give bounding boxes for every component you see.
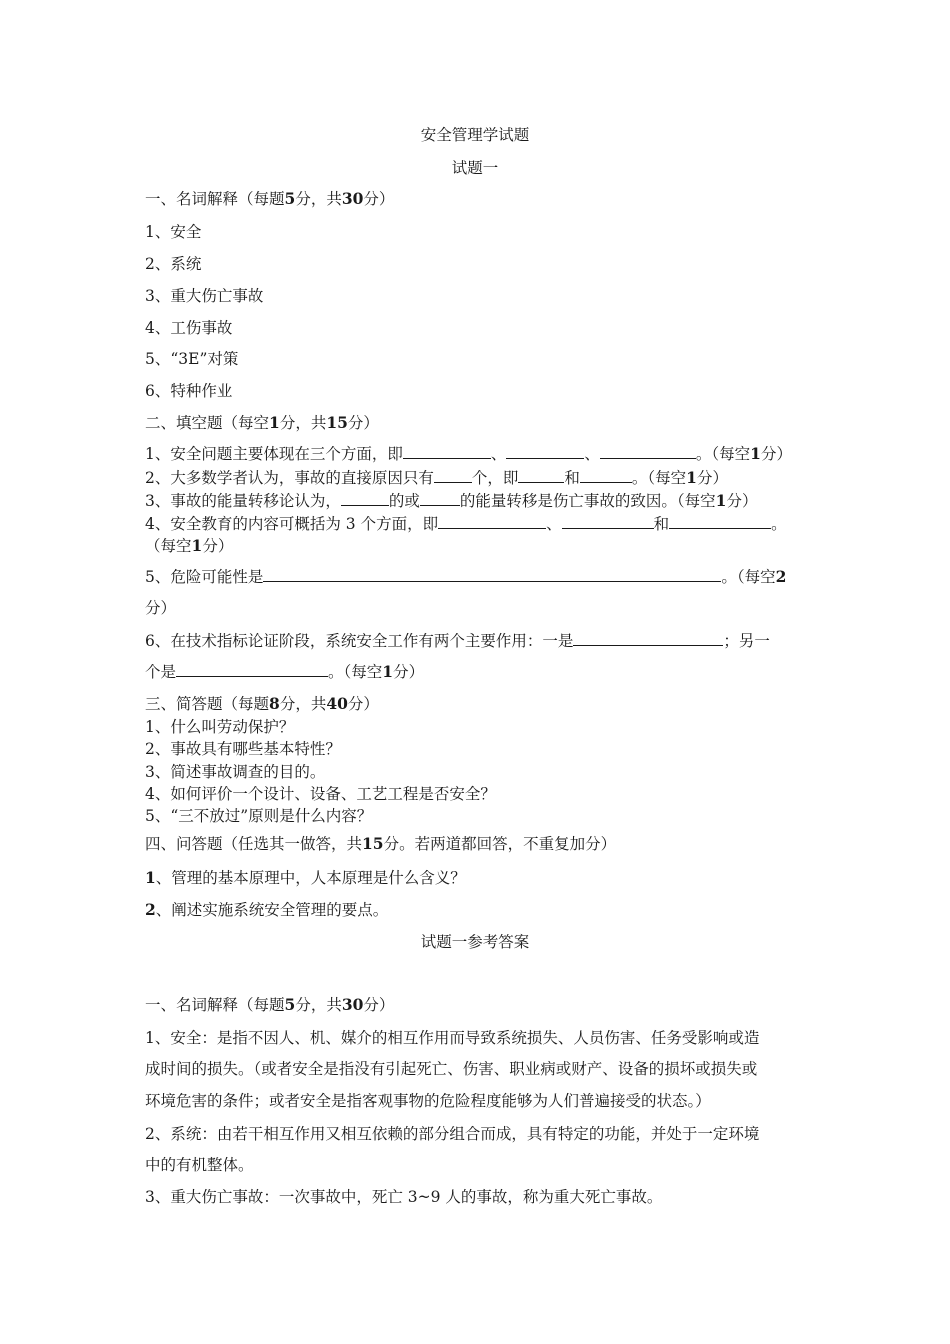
fill-question-6: 6、在技术指标论证阶段，系统安全工作有两个主要作用：一是 ；另一	[145, 632, 770, 650]
answer-line: 成时间的损失。（或者安全是指没有引起死亡、伤害、职业病或财产、设备的损坏或损失或	[145, 1060, 758, 1078]
answer-blank	[176, 662, 328, 677]
list-item: 5、“三不放过”原则是什么内容？	[145, 807, 373, 825]
fill-question-4-cont: （每空1分）	[145, 536, 234, 555]
answer-title: 试题一参考答案	[420, 933, 530, 951]
section-2-heading: 二、填空题（每空1分，共15分）	[145, 413, 379, 432]
page-subtitle: 试题一	[451, 159, 499, 177]
answer-blank	[403, 444, 491, 459]
list-item: 5、“3E”对策	[145, 350, 239, 368]
list-item: 4、工伤事故	[145, 319, 233, 337]
fill-question-4: 4、安全教育的内容可概括为 3 个方面，即 、 和 。	[145, 515, 787, 533]
answer-blank	[573, 631, 723, 646]
fill-question-3: 3、事故的能量转移论认为， 的或 的能量转移是伤亡事故的致因。（每空1分）	[145, 491, 758, 510]
list-item: 1、什么叫劳动保护？	[145, 718, 295, 736]
list-item: 2、阐述实施系统安全管理的要点。	[145, 900, 389, 919]
section-4-heading: 四、问答题（任选其一做答，共15分。若两道都回答，不重复加分）	[145, 834, 617, 853]
section-3-heading: 三、简答题（每题8分，共40分）	[145, 694, 379, 713]
answer-blank	[420, 491, 460, 506]
page-title: 安全管理学试题	[420, 126, 530, 144]
list-item: 1、管理的基本原理中，人本原理是什么含义？	[145, 868, 466, 887]
answer-section-1-heading: 一、名词解释（每题5分，共30分）	[145, 995, 395, 1014]
answer-line: 环境危害的条件；或者安全是指客观事物的危险程度能够为人们普遍接受的状态。）	[145, 1092, 711, 1110]
fill-question-1: 1、安全问题主要体现在三个方面，即 、 、 。（每空1分）	[145, 444, 792, 463]
list-item: 2、事故具有哪些基本特性？	[145, 740, 341, 758]
answer-blank	[580, 468, 632, 483]
answer-blank	[341, 491, 389, 506]
answer-line: 1、安全：是指不因人、机、媒介的相互作用而导致系统损失、人员伤害、任务受影响或造	[145, 1029, 760, 1047]
answer-blank	[518, 468, 564, 483]
list-item: 1、安全	[145, 223, 202, 241]
answer-line: 3、重大伤亡事故：一次事故中，死亡 3~9 人的事故，称为重大死亡事故。	[145, 1188, 663, 1206]
fill-question-5: 5、危险可能性是 。（每空2	[145, 567, 787, 586]
section-1-heading: 一、名词解释（每题5分，共30分）	[145, 189, 395, 208]
answer-blank	[506, 444, 584, 459]
list-item: 3、重大伤亡事故	[145, 287, 264, 305]
list-item: 6、特种作业	[145, 382, 233, 400]
answer-line: 中的有机整体。	[145, 1156, 254, 1174]
list-item: 4、如何评价一个设计、设备、工艺工程是否安全？	[145, 785, 496, 803]
fill-question-2: 2、大多数学者认为，事故的直接原因只有 个，即 和 。（每空1分）	[145, 468, 728, 487]
fill-question-6-cont: 个是 。（每空1分）	[145, 662, 425, 681]
answer-blank	[434, 468, 472, 483]
answer-blank	[438, 514, 546, 529]
fill-question-5-cont: 分）	[145, 599, 177, 617]
answer-blank	[562, 514, 654, 529]
list-item: 3、简述事故调查的目的。	[145, 763, 326, 781]
answer-blank	[600, 444, 696, 459]
list-item: 2、系统	[145, 255, 202, 273]
answer-blank	[263, 567, 721, 582]
answer-blank	[669, 514, 771, 529]
answer-line: 2、系统：由若干相互作用又相互依赖的部分组合而成，具有特定的功能，并处于一定环境	[145, 1125, 760, 1143]
